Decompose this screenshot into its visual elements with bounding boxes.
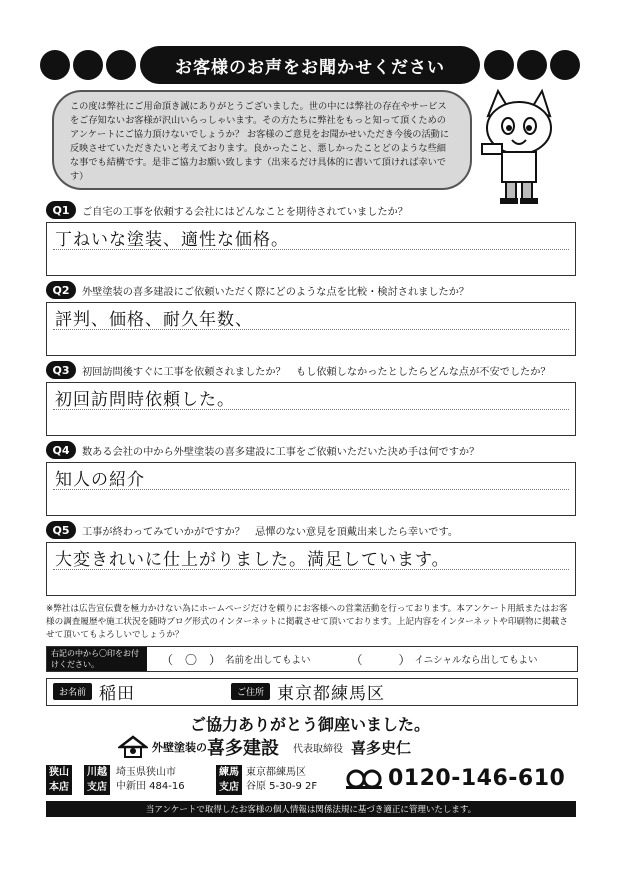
address-label: ご住所: [231, 683, 270, 700]
consent-option-1: 名前を出してもよい: [225, 655, 311, 666]
question-5: [46, 521, 576, 596]
consent-option-2-mark[interactable]: （ ）: [350, 652, 411, 667]
house-logo-icon: [118, 735, 148, 759]
company-prefix: 外壁塗装の: [152, 741, 207, 754]
consent-row: [46, 646, 578, 672]
answer-box: [46, 382, 576, 436]
thanks-message: ご協力ありがとう御座いました。: [189, 715, 430, 734]
disclaimer-note: ※弊社は広告宣伝費を極力かけない為にホームページだけを頼りにお客様への営業活動を行っております。本アンケート用紙またはお客様の調査履歴や施工状況を随時ブログ形式のインターネットに掲載させて頂いております。上記内容をインターネットや印刷物に掲載させて頂いてもよろしいでしょうか？: [46, 604, 568, 640]
question-number: Q2: [46, 281, 76, 299]
company-name: 喜多建設: [207, 738, 279, 759]
address-value: 東京都練馬区: [277, 684, 385, 704]
question-3: [46, 361, 576, 436]
consent-label: 右記の中から〇印をお付けください。: [47, 647, 147, 671]
handwritten-answer: 評判、価格、耐久年数、: [55, 310, 253, 330]
name-address-bar: [46, 678, 578, 706]
address-line-2: 谷原 5-30-9 2F: [246, 781, 318, 792]
address-main: [116, 766, 185, 794]
address-line-1: 埼玉県狭山市: [116, 767, 176, 778]
freedial-icon: [346, 768, 382, 790]
address-line-2: 中新田 484-16: [116, 781, 185, 792]
header-dot: [73, 50, 103, 80]
question-number: Q1: [46, 201, 76, 219]
rep-name: 喜多史仁: [351, 738, 412, 757]
privacy-footer: 当アンケートで取得したお客様の個人情報は関係法規に基づき適正に管理いたします。: [46, 801, 576, 817]
header-dot: [40, 50, 70, 80]
rep-title: 代表取締役: [293, 743, 343, 755]
question-text: 工事が終わってみていかがですか？ 忌憚のない意見を頂戴出来したら幸いです。: [82, 526, 459, 538]
question-4: [46, 441, 576, 516]
branch-label-nerima: 練馬支店: [216, 765, 242, 795]
answer-box: [46, 462, 576, 516]
page-title: お客様のお声をお聞かせください: [140, 46, 480, 84]
address-nerima: [246, 766, 317, 794]
answer-box: [46, 222, 576, 276]
question-number: Q5: [46, 521, 76, 539]
answer-box: [46, 542, 576, 596]
handwritten-answer: 丁ねいな塗装、適性な価格。: [55, 230, 289, 250]
handwritten-answer: 大変きれいに仕上がりました。満足しています。: [55, 550, 450, 570]
header-dot: [106, 50, 136, 80]
header-dot: [550, 50, 580, 80]
company-line: [118, 734, 538, 760]
header-dot: [517, 50, 547, 80]
phone-number[interactable]: 0120-146-610: [388, 766, 566, 791]
question-number: Q4: [46, 441, 76, 459]
name-value: 稲田: [99, 684, 135, 704]
question-text: ご自宅の工事を依頼する会社にはどんなことを期待されていましたか？: [82, 206, 408, 218]
address-line-1: 東京都練馬区: [246, 767, 306, 778]
question-text: 外壁塗装の喜多建設にご依頼いただく際にどのような点を比較・検討されましたか？: [82, 286, 470, 298]
question-number: Q3: [46, 361, 76, 379]
intro-text: この度は弊社にご用命頂き誠にありがとうございました。世の中には弊社の存在やサービスをご存知ないお客様が沢山いらっしゃいます。その方たちに弊社をもっと知って頂くためのアンケートにご協力頂けないでしょうか？ お客様のご意見をお聞かせいただき今後の活動に反映させていただきたいと考えております。良かったこと、悪しかったことどのような些細な事でも結構です。是非ご協力お願い致します（出来るだけ具体的に書いて頂ければ幸いです）: [52, 90, 472, 190]
answer-box: [46, 302, 576, 356]
phone-number-row: [346, 766, 565, 791]
name-label: お名前: [53, 683, 92, 700]
consent-option-2: イニシャルなら出してもよい: [414, 655, 538, 666]
handwritten-answer: 初回訪問時依頼した。: [55, 390, 235, 410]
question-text: 初回訪問後すぐに工事を依頼されましたか？ もし依頼しなかったとしたらどんな点が不安でしたか？: [82, 366, 551, 378]
handwritten-answer: 知人の紹介: [55, 470, 145, 490]
question-1: [46, 201, 576, 276]
cat-mascot-icon: [468, 86, 568, 206]
branch-label-kawagoe: 川越支店: [84, 765, 110, 795]
header-dot: [484, 50, 514, 80]
question-text: 数ある会社の中から外壁塗装の喜多建設に工事をご依頼いただいた決め手は何ですか？: [82, 446, 480, 458]
branch-label-sayama: 狭山本店: [46, 765, 72, 795]
consent-option-1-mark[interactable]: （ 〇 ）: [161, 652, 222, 667]
question-2: [46, 281, 576, 356]
